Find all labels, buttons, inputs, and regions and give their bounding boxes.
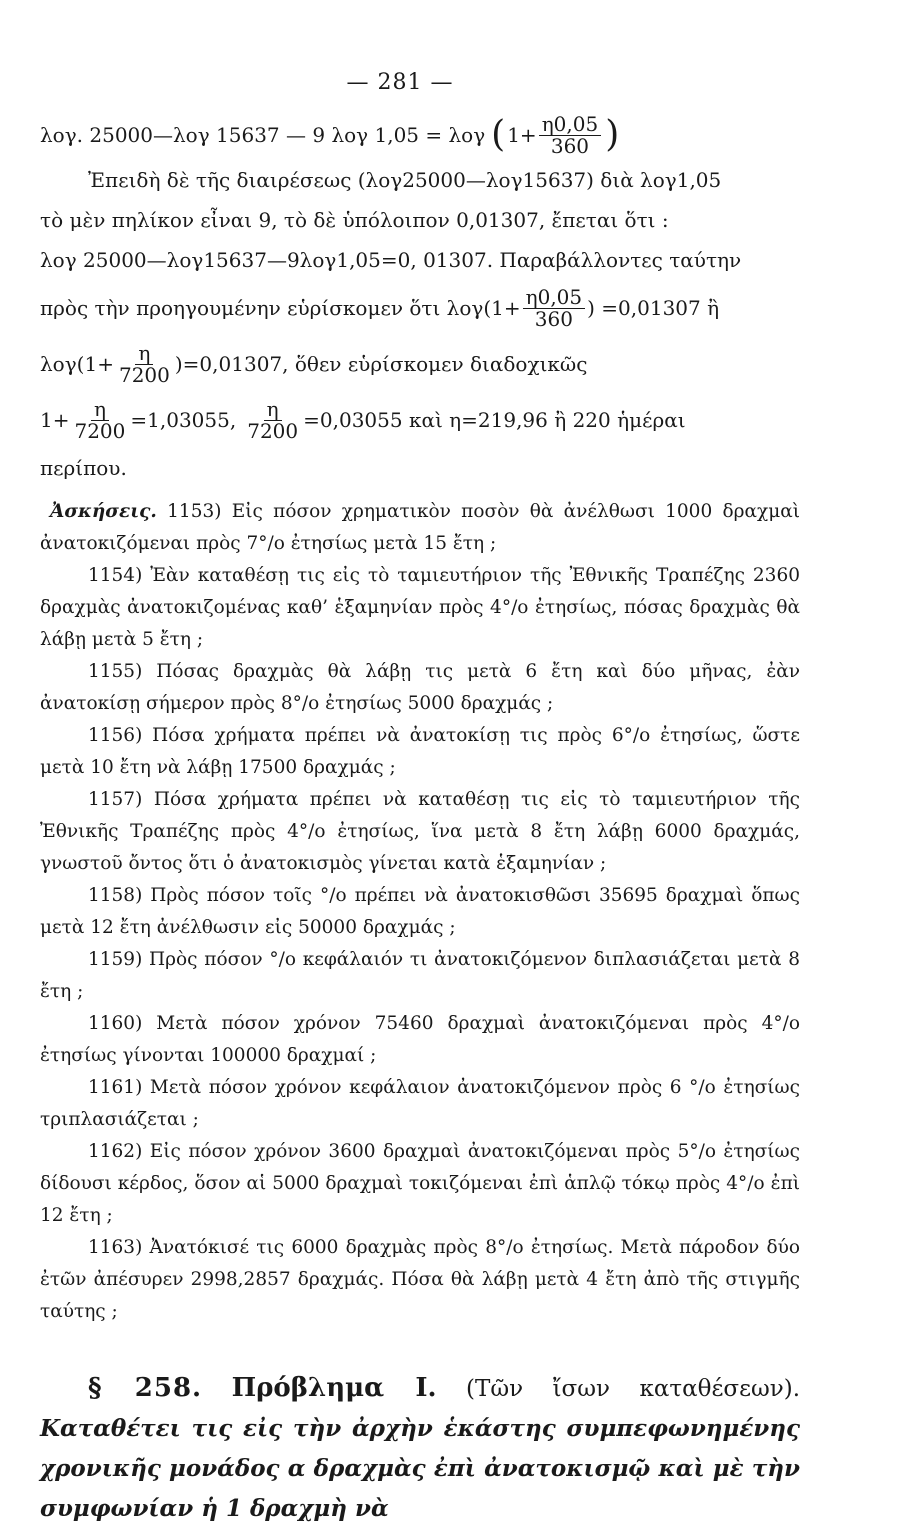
section-title: Πρόβλημα Ι. (231, 1373, 437, 1403)
one-plus: 1+ (507, 123, 537, 147)
line6-fraction (116, 340, 173, 387)
equation-line-5 (40, 280, 800, 336)
line3-text: τὸ μὲν πηλίκον εἶναι 9, τὸ δὲ ὑπόλοιπον 0,01307, ἔπεται ὅτι : (40, 208, 669, 232)
exercise-text: 1161) Μετὰ πόσον χρόνον κεφάλαιον ἀνατοκιζόμενον πρὸς 6 °/ο ἐτησίως τριπλασιάζεται ; (40, 1077, 800, 1130)
line7-c: =0,03055 καὶ η=219,96 ἢ 220 ἡμέραι (303, 408, 686, 432)
text-line-3 (40, 200, 800, 240)
text-line-4 (40, 240, 800, 280)
exercise-1159 (40, 944, 800, 1008)
equation-line-6 (40, 336, 800, 392)
line7-b: =1,03055, (130, 408, 237, 432)
exercise-1154 (40, 560, 800, 656)
exercise-text: 1159) Πρὸς πόσον °/ο κεφάλαιόν τι ἀνατοκιζόμενον διπλασιάζεται μετὰ 8 ἔτη ; (40, 949, 800, 1002)
exercises-label: Ἀσκήσεις. (50, 501, 157, 522)
line8-text: περίπου. (40, 456, 127, 480)
line7-denominator-2: 7200 (247, 418, 299, 443)
section-subtitle: (Τῶν ἴσων καταθέσεων). (466, 1376, 801, 1402)
section-258 (40, 1368, 800, 1529)
line7-denominator-1: 7200 (74, 418, 126, 443)
section-number: § 258. (88, 1373, 203, 1403)
text-line-8 (40, 448, 800, 488)
text-line-2 (40, 160, 800, 200)
exercise-1163 (40, 1232, 800, 1328)
exercise-1157 (40, 784, 800, 880)
equation-line-7 (40, 392, 800, 448)
paren-open: ( (491, 114, 506, 155)
line4-text: λογ 25000—λογ15637—9λογ1,05=0, 01307. Παραβάλλοντες ταύτην (40, 248, 742, 272)
exercise-1156 (40, 720, 800, 784)
page-content (40, 110, 800, 1529)
line7-numerator-1: η (91, 399, 109, 421)
exercise-text: 1155) Πόσας δραχμὰς θὰ λάβῃ τις μετὰ 6 ἔτη καὶ δύο μῆνας, ἐὰν ἀνατοκίσῃ σήμερον πρὸς 8°/ο ἐτησίως 5000 δραχμάς ; (40, 661, 800, 714)
exercise-text: 1154) Ἐὰν καταθέσῃ τις εἰς τὸ ταμιευτήριον τῆς Ἐθνικῆς Τραπέζης 2360 δραχμὰς ἀνατοκιζομένας καθ’ ἑξαμηνίαν πρὸς 4°/ο ἐτησίως, πόσας δραχμὰς θὰ λάβῃ μετὰ 5 ἔτη ; (40, 565, 800, 650)
line5-denominator: 360 (534, 306, 573, 331)
line5-fraction (523, 284, 586, 331)
exercise-1160 (40, 1008, 800, 1072)
eq1-left: λογ. 25000—λογ 15637 — 9 λογ 1,05 = λογ (40, 123, 486, 147)
exercises-block (40, 496, 800, 1328)
line6-denominator: 7200 (118, 362, 170, 387)
eq1-numerator: η0,05 (539, 114, 602, 136)
exercise-text: 1160) Μετὰ πόσον χρόνον 75460 δραχμαὶ ἀνατοκιζόμεναι πρὸς 4°/ο ἐτησίως γίνονται 100000 δραχμαί ; (40, 1013, 800, 1066)
eq1-fraction (539, 111, 602, 158)
exercise-text: 1157) Πόσα χρήματα πρέπει νὰ καταθέσῃ τις εἰς τὸ ταμιευτήριον τῆς Ἐθνικῆς Τραπέζης πρὸς 4°/ο ἐτησίως, ἵνα μετὰ 8 ἔτη λάβῃ 6000 δραχμάς, γνωστοῦ ὄντος ὅτι ὁ ἀνατοκισμὸς γίνεται κατὰ ἑξαμηνίαν ; (40, 789, 800, 874)
exercise-text: 1158) Πρὸς πόσον τοῖς °/ο πρέπει νὰ ἀνατοκισθῶσι 35695 δραχμαὶ ὅπως μετὰ 12 ἔτη ἀνέλθωσιν εἰς 50000 δραχμάς ; (40, 885, 800, 938)
section-text: Καταθέτει τις εἰς τὴν ἀρχὴν ἑκάστης συμπεφωνημένης χρονικῆς μονάδος α δραχμὰς ἐπὶ ἀνατοκισμῷ καὶ μὲ τὴν συμφωνίαν ἡ 1 δραχμὴ νὰ (40, 1415, 800, 1522)
eq1-denominator: 360 (550, 133, 590, 158)
page-number: — 281 — (346, 70, 454, 95)
exercise-1161 (40, 1072, 800, 1136)
exercise-text: 1153) Εἰς πόσον χρηματικὸν ποσὸν θὰ ἀνέλθωσι 1000 δραχμαὶ ἀνατοκιζόμεναι πρὸς 7°/ο ἐτησίως μετὰ 15 ἔτη ; (40, 501, 800, 554)
line5-a: πρὸς τὴν προηγουμένην εὑρίσκομεν ὅτι λογ(1+ (40, 296, 521, 320)
exercise-1162 (40, 1136, 800, 1232)
line6-a: λογ(1+ (40, 352, 114, 376)
line2-text: Ἐπειδὴ δὲ τῆς διαιρέσεως (λογ25000—λογ15637) διὰ λογ1,05 (88, 168, 722, 192)
exercise-text: 1156) Πόσα χρήματα πρέπει νὰ ἀνατοκίσῃ τις πρὸς 6°/ο ἐτησίως, ὥστε μετὰ 10 ἔτη νὰ λάβῃ 17500 δραχμάς ; (40, 725, 800, 778)
equation-line-1 (40, 110, 800, 160)
line6-b: )=0,01307, ὅθεν εὑρίσκομεν διαδοχικῶς (174, 352, 588, 376)
exercise-text: 1163) Ἀνατόκισέ τις 6000 δραχμὰς πρὸς 8°/ο ἐτησίως. Μετὰ πάροδον δύο ἐτῶν ἀπέσυρεν 2998,2857 δραχμάς. Πόσα θὰ λάβῃ μετὰ 4 ἔτη ἀπὸ τῆς στιγμῆς ταύτης ; (40, 1237, 800, 1322)
line7-a: 1+ (40, 408, 70, 432)
exercise-1158 (40, 880, 800, 944)
exercise-1155 (40, 656, 800, 720)
line7-fraction-1 (71, 396, 128, 443)
exercise-1153 (40, 496, 800, 560)
exercise-text: 1162) Εἰς πόσον χρόνον 3600 δραχμαὶ ἀνατοκιζόμεναι πρὸς 5°/ο ἐτησίως δίδουσι κέρδος, ὅσον αἱ 5000 δραχμαὶ τοκιζόμεναι ἐπὶ ἁπλῷ τόκῳ πρὸς 4°/ο ἐπὶ 12 ἔτη ; (40, 1141, 800, 1226)
paren-close: ) (605, 114, 620, 155)
line5-b: ) =0,01307 ἢ (587, 296, 720, 320)
line5-numerator: η0,05 (523, 287, 586, 309)
line6-numerator: η (135, 343, 153, 365)
line7-numerator-2: η (264, 399, 282, 421)
line7-fraction-2 (244, 396, 301, 443)
